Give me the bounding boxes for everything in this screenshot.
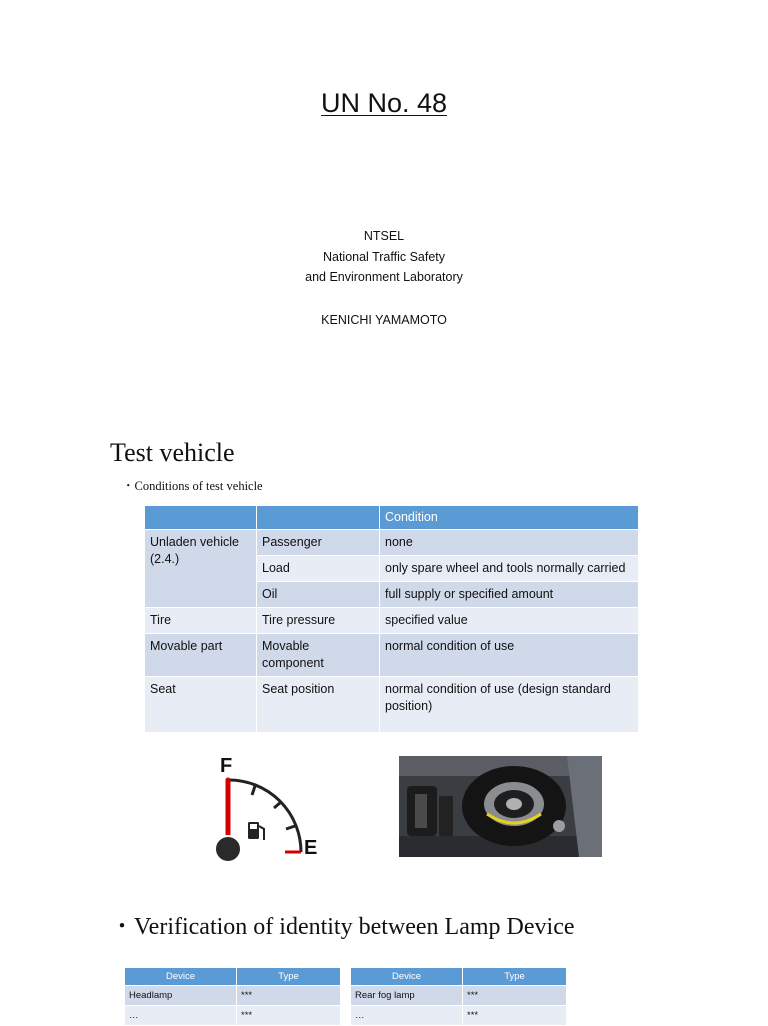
header-cell-type: Type — [463, 968, 567, 986]
item-cell: Movable component — [257, 634, 380, 677]
gauge-full-label: F — [220, 755, 233, 777]
table-row — [125, 986, 341, 1006]
section-subheading: ・Conditions of test vehicle — [122, 479, 263, 493]
device-table-left — [124, 967, 341, 1026]
item-cell: Load — [257, 556, 380, 582]
header-cell — [257, 506, 380, 530]
condition-cell: specified value — [380, 608, 639, 634]
section-heading-test-vehicle: Test vehicle — [110, 438, 235, 467]
item-cell: Passenger — [257, 530, 380, 556]
condition-cell: full supply or specified amount — [380, 582, 639, 608]
group-cell-seat: Seat — [145, 677, 257, 733]
section-heading-lamp-verification: ・Verification of identity between Lamp Device — [110, 914, 575, 940]
gauge-empty-label: E — [304, 837, 318, 859]
header-cell-device: Device — [351, 968, 463, 986]
spare-tire-photo — [399, 756, 602, 857]
group-cell-tire: Tire — [145, 608, 257, 634]
table-header-row — [145, 506, 639, 530]
title-block — [0, 226, 768, 330]
item-cell: Seat position — [257, 677, 380, 733]
table-row — [145, 677, 639, 733]
device-cell: Headlamp — [125, 986, 237, 1006]
condition-cell: normal condition of use — [380, 634, 639, 677]
condition-cell: normal condition of use (design standard position) — [380, 677, 639, 733]
device-table-right — [350, 967, 567, 1026]
table-row — [125, 1006, 341, 1026]
device-cell: … — [125, 1006, 237, 1026]
device-cell: Rear fog lamp — [351, 986, 463, 1006]
item-cell: Oil — [257, 582, 380, 608]
type-cell: *** — [463, 1006, 567, 1026]
org-acronym: NTSEL — [363, 229, 405, 243]
conditions-table — [144, 505, 639, 733]
header-cell-type: Type — [237, 968, 341, 986]
table-row — [145, 608, 639, 634]
org-name-line2: and Environment Laboratory — [305, 270, 463, 284]
org-name-line1: National Traffic Safety — [322, 249, 446, 264]
author-name: KENICHI YAMAMOTO — [321, 312, 447, 327]
type-cell: *** — [237, 1006, 341, 1026]
fuel-pump-icon — [248, 822, 264, 840]
condition-cell: only spare wheel and tools normally carried — [380, 556, 639, 582]
group-cell-unladen: Unladen vehicle (2.4.) — [145, 530, 257, 608]
header-cell-device: Device — [125, 968, 237, 986]
table-row — [145, 530, 639, 556]
device-cell: … — [351, 1006, 463, 1026]
document-title: UN No. 48 — [320, 88, 448, 118]
table-row — [145, 634, 639, 677]
header-cell-condition: Condition — [380, 506, 639, 530]
type-cell: *** — [463, 986, 567, 1006]
fuel-gauge-icon — [205, 752, 335, 868]
condition-cell: none — [380, 530, 639, 556]
group-cell-movable: Movable part — [145, 634, 257, 677]
table-header-row — [351, 968, 567, 986]
item-cell: Tire pressure — [257, 608, 380, 634]
table-row — [351, 1006, 567, 1026]
table-row — [351, 986, 567, 1006]
type-cell: *** — [237, 986, 341, 1006]
table-header-row — [125, 968, 341, 986]
header-cell — [145, 506, 257, 530]
